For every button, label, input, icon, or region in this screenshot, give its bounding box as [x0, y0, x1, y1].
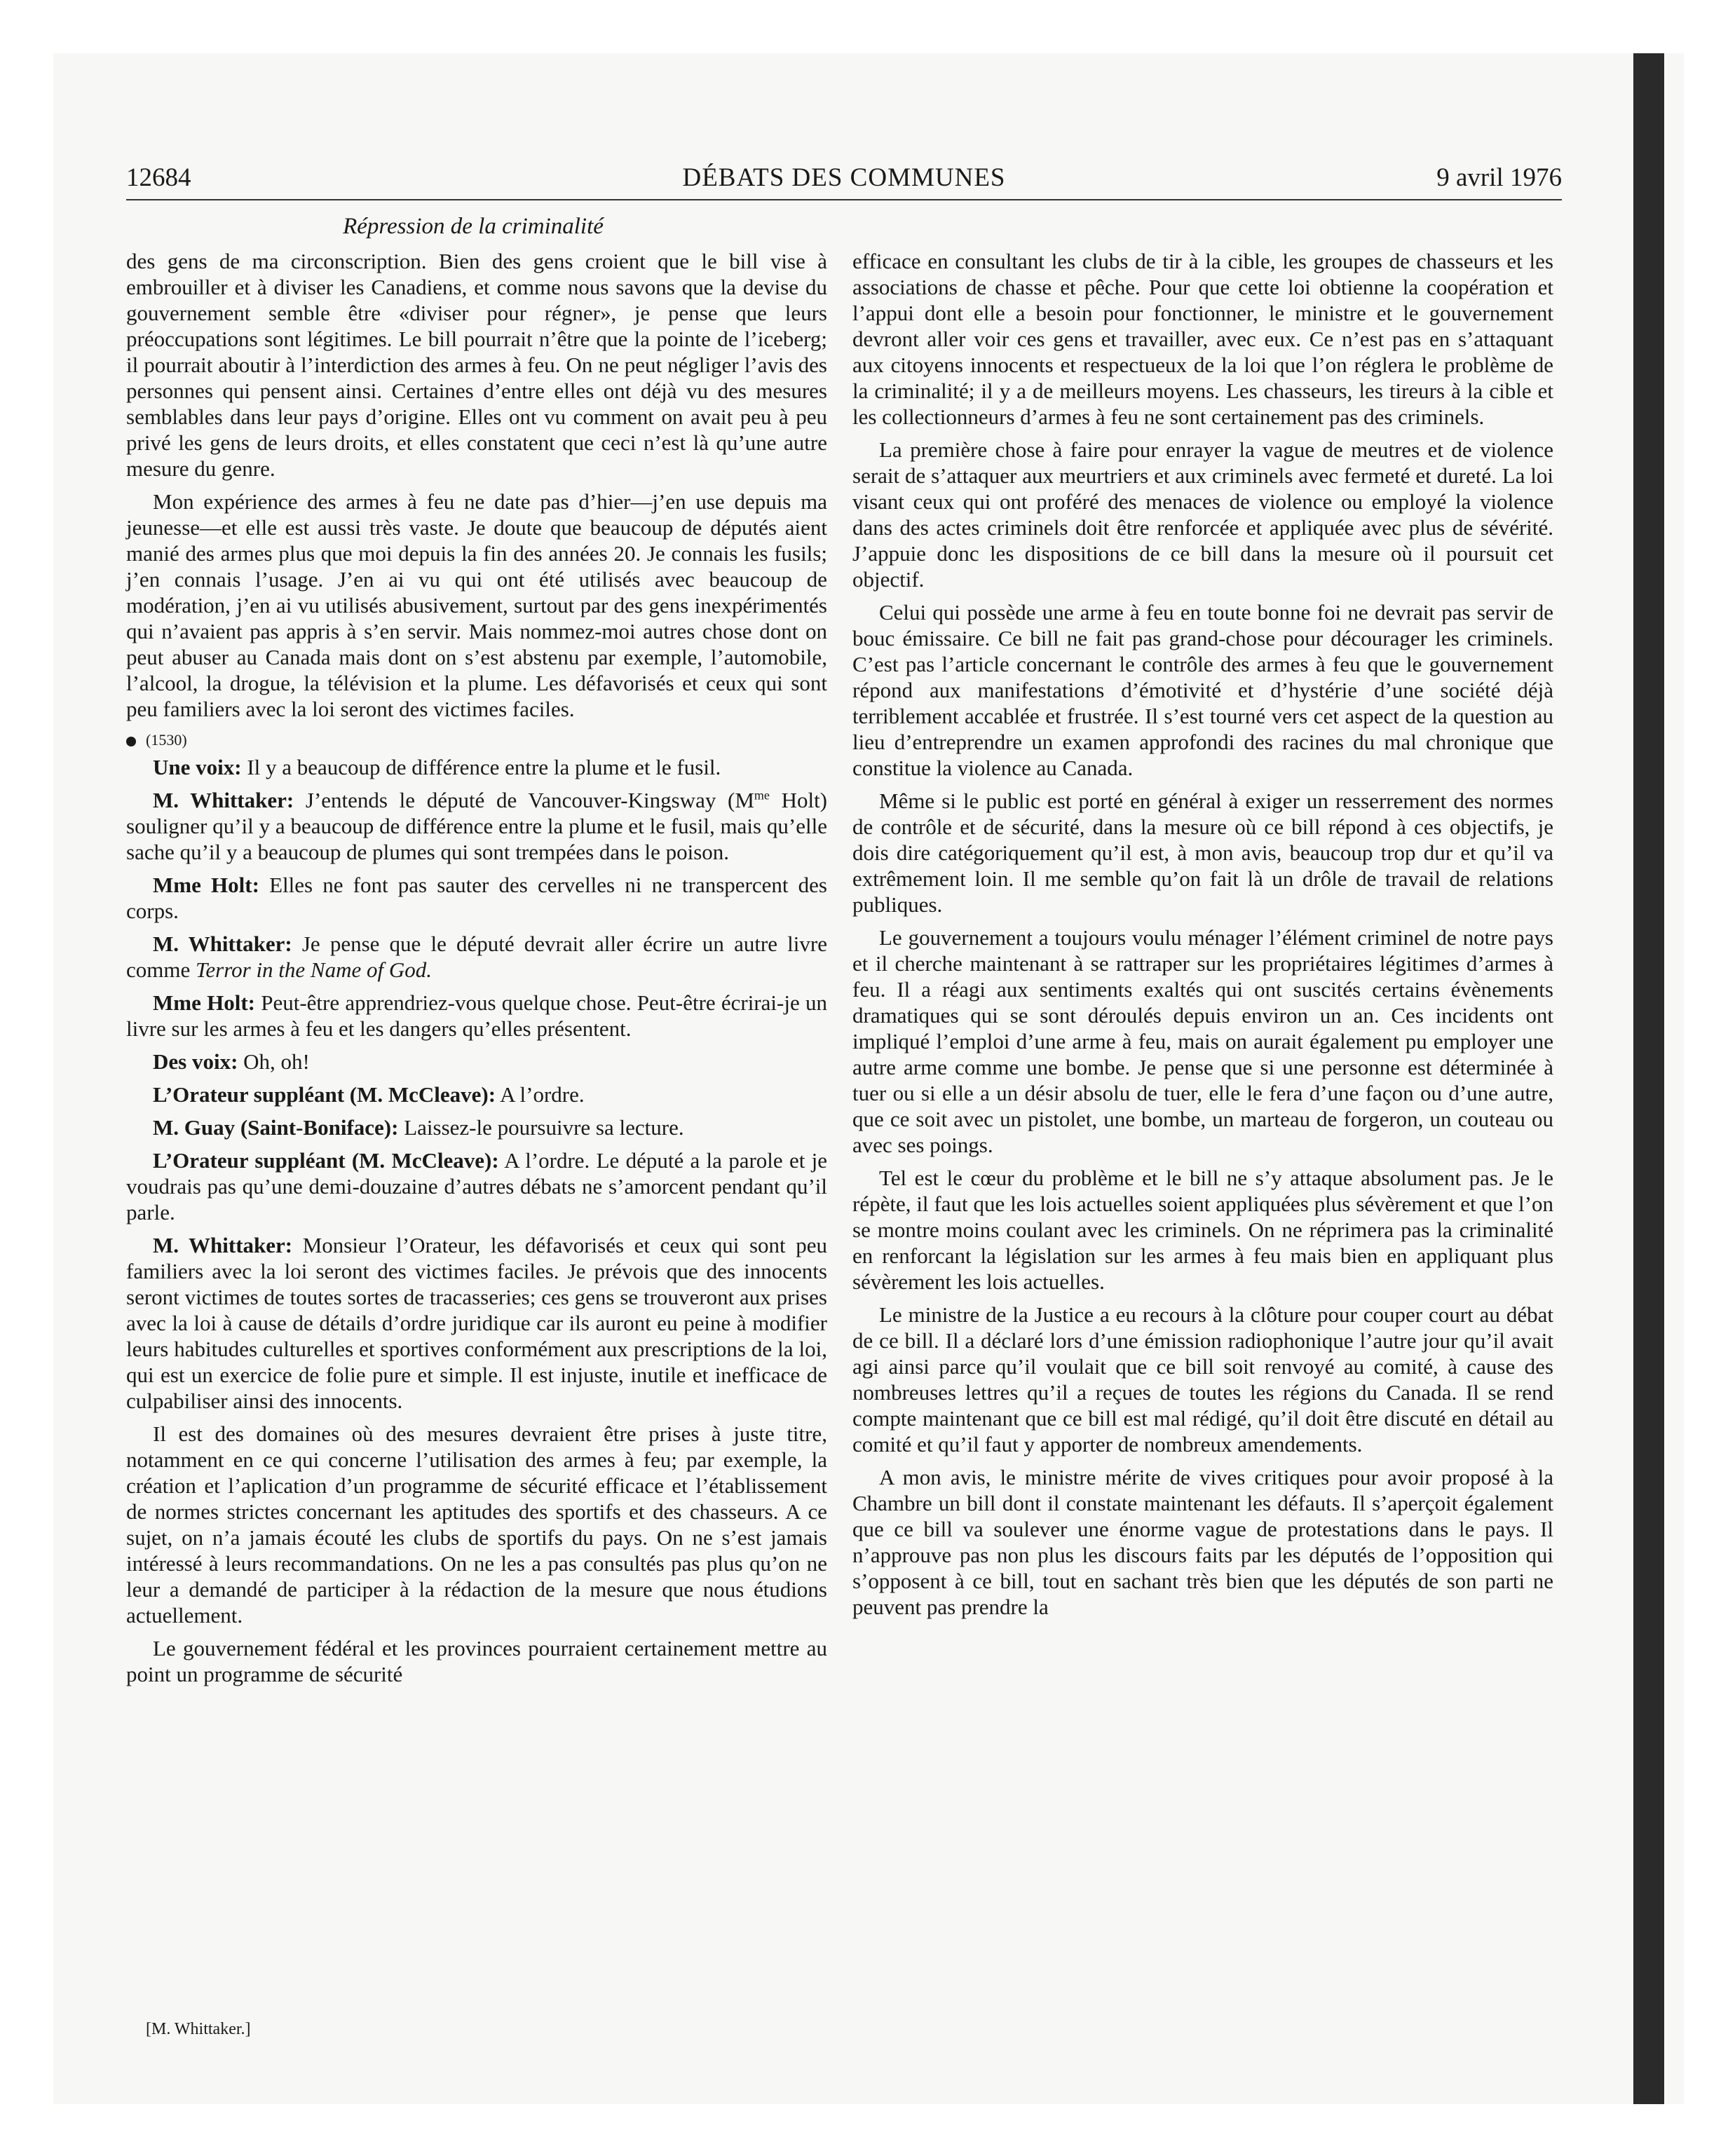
speech [126, 1114, 827, 1140]
left-column [126, 248, 827, 1694]
paragraph: Le ministre de la Justice a eu recours à la clôture pour couper court au débat de ce bill. Il a déclaré lors d’une émission radiophonique l’autre jour qu’il avait agi ainsi parce qu’il voulait que ce bill soit renvoyé au comité, à cause des nombreuses lettres qu’il a reçues de toutes les régions du Canada. Il se rend compte maintenant que ce bill est mal rédigé, qu’il doit être discuté en détail au comité et qu’il faut y apporter de nombreux amendements. [852, 1302, 1553, 1456]
right-column [852, 248, 1553, 1627]
time-marker-text: (1530) [146, 731, 187, 749]
speech-text: A l’ordre. [496, 1082, 585, 1107]
paragraph: Il est des domaines où des mesures devraient être prises à juste titre, notamment en ce qui concerne l’utilisation des armes à feu; par exemple, la création et l’aplication d’un programme de sécurité efficace et l’établissement de normes strictes concernant les aptitudes des sportifs et des chasseurs. A ce sujet, on n’a jamais écouté les clubs de sportifs du pays. On ne s’est jamais intéressé à leurs recommandations. On ne les a pas consultés pas plus qu’on ne leur a demandé de participer à la rédaction de la mesure que nous étudions actuellement. [126, 1421, 827, 1628]
superscript: me [754, 788, 770, 803]
speech [126, 872, 827, 924]
paragraph: A mon avis, le ministre mérite de vives critiques pour avoir proposé à la Chambre un bill dont il constate maintenant les défauts. Il s’aperçoit également que ce bill va soulever une énorme vague de protestations dans le pays. Il n’approuve pas non plus les discours faits par les députés de l’opposition qui s’opposent à ce bill, tout en sachant très bien que les députés de son parti ne peuvent pas prendre la [852, 1465, 1553, 1619]
speaker-name: M. Guay (Saint-Boniface): [153, 1115, 399, 1140]
speech-text: Oh, oh! [238, 1049, 310, 1074]
paragraph: Le gouvernement a toujours voulu ménager l’élément criminel de notre pays et il cherche maintenant à se rattraper sur les propriétaires légitimes d’armes à feu. Il a réagi aux sentiments exaltés qui ont suscités certains évènements dramatiques qui se sont déroulés depuis environ un an. Ces incidents ont impliqué l’emploi d’une arme à feu, mais on aurait également pu employer une autre arme comme une bombe. Je pense que si une personne est déterminée à tuer ou si elle a un désir absolu de tuer, elle le fera d’une façon ou d’une autre, que ce soit avec un pistolet, une bombe, un marteau de forgeron, un couteau ou avec ses poings. [852, 925, 1553, 1157]
speech-text: Peut-être apprendriez-vous quelque chose. Peut-être écrirai-je un livre sur les armes à feu et les dangers qu’elles présentent. [126, 990, 827, 1041]
speaker-name: M. Whittaker: [153, 1233, 293, 1257]
bullet-icon [126, 737, 136, 746]
paragraph: Même si le public est porté en général à exiger un resserrement des normes de contrôle et de sécurité, dans la mesure où ce bill répond à ces objectifs, je dois dire catégoriquement qu’il est, à mon avis, beaucoup trop dur et qu’il va extrêmement loin. Il me semble qu’on fait là un drôle de travail de relations publiques. [852, 789, 1553, 917]
speaker-name: M. Whittaker: [153, 788, 294, 812]
speaker-name: Des voix: [153, 1049, 238, 1074]
speech-text: Holt) souligner qu’il y a beaucoup de différence entre la plume et le fusil, mais qu’elle sache qu’il y a beaucoup de plumes qui sont trempées dans le poison. [126, 788, 827, 864]
speaker-reference: [M. Whittaker.] [146, 2020, 251, 2038]
paragraph: Celui qui possède une arme à feu en toute bonne foi ne devrait pas servir de bouc émissaire. Ce bill ne fait pas grand-chose pour décourager les criminels. C’est pas l’article concernant le contrôle des armes à feu que le gouvernement répond aux manifestations d’émotivité et d’hystérie d’une société déjà terriblement accablée et frustrée. Il s’est tourné vers cet aspect de la question au lieu d’entreprendre un examen approfondi des racines du mal chronique que constitue la violence au Canada. [852, 600, 1553, 780]
journal-title: DÉBATS DES COMMUNES [682, 163, 1006, 192]
time-marker [126, 729, 827, 751]
paragraph: efficace en consultant les clubs de tir à la cible, les groupes de chasseurs et les associations de chasse et pêche. Pour que cette loi obtienne la coopération et l’appui dont elle a besoin pour fonctionner, le ministre et le gouvernement devront aller voir ces gens et travailler, avec eux. Ce n’est pas en s’attaquant aux citoyens innocents et respectueux de la loi que l’on réglera le problème de la criminalité; il y a de meilleurs moyens. Les chasseurs, les tireurs à la cible et les collectionneurs d’armes à feu ne sont certainement pas des criminels. [852, 249, 1553, 429]
scan-edge-shadow [1633, 53, 1664, 2104]
speech-text: Elles ne font pas sauter des cervelles ni ne transpercent des corps. [126, 873, 827, 923]
speech [126, 787, 827, 865]
speech [126, 1147, 827, 1225]
paragraph: Le gouvernement fédéral et les provinces pourraient certainement mettre au point un programme de sécurité [126, 1636, 827, 1686]
page-header [126, 160, 1562, 200]
speaker-name: L’Orateur suppléant (M. McCleave): [153, 1148, 499, 1173]
speech [126, 754, 827, 780]
speech [126, 1082, 827, 1107]
paragraph: Mon expérience des armes à feu ne date pas d’hier—j’en use depuis ma jeunesse—et elle est aussi très vaste. Je doute que beaucoup de députés aient manié des armes plus que moi depuis la fin des années 20. Je connais les fusils; j’en connais l’usage. J’en ai vu qui ont été utilisés avec beaucoup de modération, j’en ai vu utilisés abusivement, surtout par des gens inexpérimentés qui n’avaient pas appris à s’en servir. Mais nommez-moi autres chose dont on peut abuser au Canada mais dont on s’est abstenu par exemple, l’automobile, l’alcool, la drogue, la télévision et la plume. Les défavorisés et ceux qui sont peu familiers avec la loi seront des victimes faciles. [126, 489, 827, 721]
paragraph: Tel est le cœur du problème et le bill ne s’y attaque absolument pas. Je le répète, il faut que les lois actuelles soient appliquées plus sévèrement et que l’on se montre moins coulant avec les criminels. On ne réprimera pas la criminalité en renforcant la législation sur les armes à feu mais bien en appliquant plus sévèrement les lois actuelles. [852, 1166, 1553, 1294]
speaker-name: Une voix: [153, 755, 242, 779]
paragraph: des gens de ma circonscription. Bien des gens croient que le bill vise à embrouiller et à diviser les Canadiens, et comme nous savons que la devise du gouvernement semble être «diviser pour régner», je pense que leurs préoccupations sont légitimes. Le bill pourrait n’être que la pointe de l’iceberg; il pourrait aboutir à l’interdiction des armes à feu. On ne peut négliger l’avis des personnes qui pensent ainsi. Certaines d’entre elles ont déjà vu des mesures semblables dans leur pays d’origine. Elles ont vu comment on avait peu à peu privé les gens de leurs droits, et elles constatent que ceci n’est là qu’une autre mesure du genre. [126, 249, 827, 481]
speaker-name: M. Whittaker: [153, 932, 292, 956]
speech-text: Il y a beaucoup de différence entre la plume et le fusil. [241, 755, 721, 779]
speech-text: Je pense que le député devrait aller écrire un autre livre comme [126, 932, 827, 982]
page-number: 12684 [126, 163, 191, 192]
speaker-name: L’Orateur suppléant (M. McCleave): [153, 1082, 496, 1107]
speech [126, 931, 827, 983]
speech-text: J’entends le député de Vancouver-Kingsway (M [294, 788, 754, 812]
section-title: Répression de la criminalité [343, 214, 604, 239]
speech [126, 1232, 827, 1414]
speaker-name: Mme Holt: [153, 873, 259, 897]
speaker-name: Mme Holt: [153, 990, 255, 1015]
speech-text: Monsieur l’Orateur, les défavorisés et ceux qui sont peu familiers avec la loi seront des victimes faciles. Je prévois que des innocents seront victimes de toutes sortes de tracasseries; ces gens se trouveront aux prises avec la loi à cause de détails d’ordre juridique car ils auront eu peine à modifier leurs habitudes culturelles et sportives conformément aux prescriptions de la loi, qui est un exercice de folie pure et simple. Il est injuste, inutile et inefficace de culpabiliser ainsi des innocents. [126, 1233, 827, 1413]
speech [126, 990, 827, 1042]
speech [126, 1049, 827, 1074]
speech-text: Laissez-le poursuivre sa lecture. [398, 1115, 684, 1140]
paragraph: La première chose à faire pour enrayer la vague de meutres et de violence serait de s’attaquer aux meurtriers et aux criminels avec fermeté et dureté. La loi visant ceux qui ont proféré des menaces de violence ou employé la violence dans des actes criminels doit être renforcée et appliquée avec plus de sévérité. J’appuie donc les dispositions de ce bill dans la mesure où il poursuit cet objectif. [852, 437, 1553, 592]
speech-text: A l’ordre. Le député a la parole et je voudrais pas qu’une demi-douzaine d’autres débats ne s’amorcent pendant qu’il parle. [126, 1148, 827, 1224]
header-date: 9 avril 1976 [1436, 163, 1562, 192]
book-title: Terror in the Name of God. [196, 957, 433, 982]
